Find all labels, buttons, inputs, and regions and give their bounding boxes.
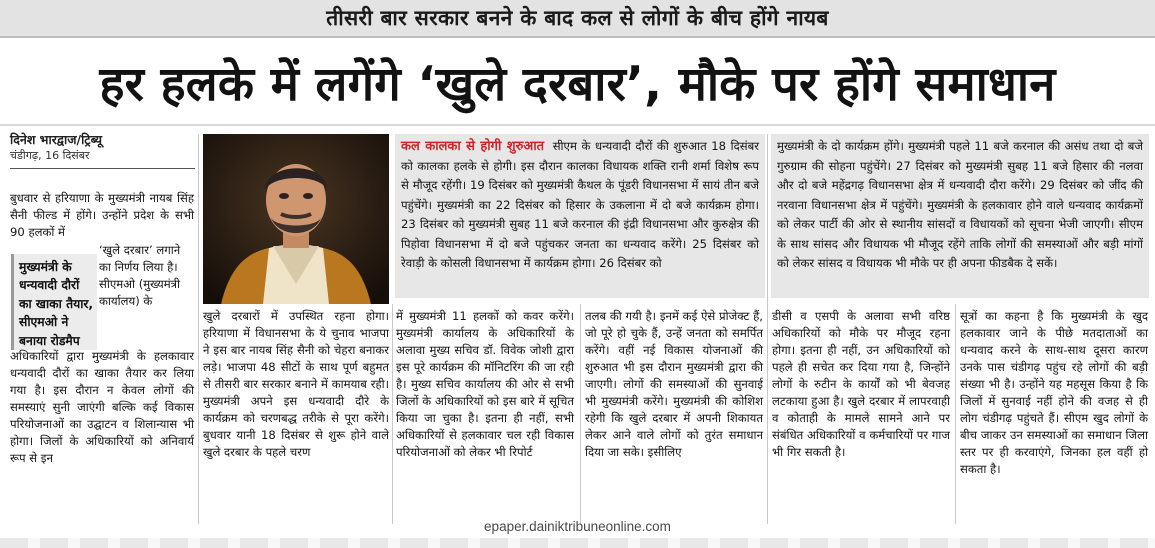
headline: हर हलके में लगेंगे ‘खुले दरबार’, मौके पर होंगे समाधान: [99, 57, 1056, 112]
column-divider: [580, 304, 581, 524]
column-divider: [392, 304, 393, 524]
byline: [10, 132, 200, 164]
byline-author: दिनेश भारद्वाज/ट्रिब्यू: [10, 132, 103, 147]
portrait-photo: [203, 134, 389, 304]
portrait-illustration: [203, 134, 389, 304]
schedule-box-left-text: [395, 134, 765, 274]
footer-url: epaper.dainiktribuneonline.com: [484, 519, 671, 534]
column-2: खुले दरबारों में उपस्थित रहना होगा। हरियाणा में विधानसभा के ये चुनाव भाजपा ने इस बार नायब सिंह सैनी को चेहरा बनाकर लड़े। भाजपा 48 सीटों के साथ पूर्ण बहुमत से तीसरी बार सरकार बनाने में कामयाब रही। मुख्यमंत्री अपने इस धन्यवादी दौरे के कार्यक्रम को चरणबद्ध तरीके से पूरा करेंगे। बुधवार यानी 18 दिसंबर से शुरू होने वाले खुले दरबार के पहले चरण: [203, 309, 389, 459]
column-1-top: बुधवार से हरियाणा के मुख्यमंत्री नायब सिंह सैनी फील्ड में होंगे। उन्होंने प्रदेश के सभी 90 हलकों में: [10, 191, 194, 239]
column-3: में मुख्यमंत्री 11 हलकों को कवर करेंगे। मुख्यमंत्री कार्यालय के अधिकारियों के अलावा मुख्य सचिव डॉ. विवेक जोशी द्वारा इस पूरे कार्यक्रम की मॉनिटरिंग की जा रही है। मुख्य सचिव कार्यालय की ओर से सभी जिलों के अधिकारियों को इस बारे में सूचित किया जा चुका है। इतना ही नहीं, सभी अधिकारियों से हलकावार चल रही विकास परियोजनाओं को लेकर भी रिपोर्ट: [396, 309, 574, 459]
kicker-band: [0, 0, 1155, 38]
column-divider: [955, 304, 956, 524]
kicker-text: तीसरी बार सरकार बनने के बाद कल से लोगों के बीच होंगे नायब: [326, 6, 829, 30]
column-divider: [767, 134, 768, 524]
schedule-box-left-body: सीएम के धन्यवादी दौरों की शुरुआत 18 दिसंबर को कालका हलके से होगी। इस दौरान कालका विधायक शक्ति रानी शर्मा विशेष रूप से मौजूद रहेंगी। 19 दिसंबर को मुख्यमंत्री कैथल के पूंडरी विधानसभा में सायं तीन बजे पहुंचेंगे। मुख्यमंत्री का 22 दिसंबर को हिसार के उकलाना में दो बजे कार्यक्रम होगा। 23 दिसंबर को मुख्यमंत्री सुबह 11 बजे करनाल की इंद्री विधानसभा और कुरुक्षेत्र की पिहोवा विधानसभा में दो बजे पहुंचकर जनता का धन्यवाद करेंगे। 25 दिसंबर को रेवाड़ी के कोसली विधानसभा में कार्यक्रम होगा। 26 दिसंबर को: [401, 139, 759, 270]
byline-dateline: चंडीगढ़, 16 दिसंबर: [10, 149, 90, 162]
schedule-box-right: [771, 134, 1149, 298]
column-5: डीसी व एसपी के अलावा सभी वरिष्ठ अधिकारियों को मौके पर मौजूद रहना होगा। इतना ही नहीं, उन अधिकारियों को पहले ही सचेत कर दिया गया है, जिन्होंने लोगों के रुटीन के कार्यों को भी बेवजह लटकाया हुआ है। खुले दरबार में लापरवाही व कोताही के मामले सामने आने पर संबंधित अधिकारियों व कर्मचारियों पर गाज भी गिर सकती है।: [772, 309, 950, 459]
byline-divider: [10, 168, 195, 169]
column-1-bottom: अधिकारियों द्वारा मुख्यमंत्री के हलकावार धन्यवादी दौरों का खाका तैयार कर लिया गया है। इस दौरान न केवल लोगों की समस्याएं सुनी जाएंगी बल्कि कई विकास परियोजनाओं का उद्घाटन व शिलान्यास भी होगा। जिलों के अधिकारियों को अनिवार्य रूप से इन: [10, 349, 194, 465]
headline-divider: [0, 124, 1155, 126]
column-4: तलब की गयी है। इनमें कई ऐसे प्रोजेक्ट हैं, जो पूरे हो चुके हैं, उन्हें जनता को समर्पित करेंगे। वहीं नई विकास योजनाओं की शुरुआत भी इस दौरान मुख्यमंत्री द्वारा की जाएगी। लोगों की समस्याओं की सुनवाई भी मुख्यमंत्री करेंगे। मुख्यमंत्री की कोशिश रहेगी कि खुले दरबार में अपनी शिकायत लेकर आने वाले लोगों को तुरंत समाधान दिया जा सके। इसीलिए: [585, 309, 763, 459]
pull-quote: मुख्यमंत्री के धन्यवादी दौरों का खाका तैयार, सीएमओ ने बनाया रोडमैप: [11, 254, 97, 350]
schedule-box-left: [395, 134, 765, 298]
column-divider: [198, 134, 199, 524]
schedule-box-right-body: मुख्यमंत्री के दो कार्यक्रम होंगे। मुख्यमंत्री पहले 11 बजे करनाल की असंध तथा दो बजे गुरुग्राम की सोहना पहुंचेंगे। 27 दिसंबर को मुख्यमंत्री सुबह 11 बजे हिसार की नलवा और दो बजे महेंद्रगढ़ विधानसभा क्षेत्र में धन्यवादी दौरा करेंगे। 29 दिसंबर को जींद की नरवाना विधानसभा क्षेत्र में पहुंचेंगे। मुख्यमंत्री के हलकावार होने वाले धन्यवाद कार्यक्रमों को लेकर पार्टी की ओर से स्थानीय सांसदों व विधायकों को सूचना भेजी जाएगी। सीएम के साथ सांसद और विधायक भी मौजूद रहेंगे ताकि लोगों की समस्याओं और बड़ी मांगों को लेकर सांसद व विधायक भी मौके पर ही अपना फीडबैक दे सकें।: [777, 139, 1143, 270]
column-1-side: ‘खुले दरबार’ लगाने का निर्णय लिया है। सीएमओ (मुख्यमंत्री कार्यालय) के: [99, 243, 181, 308]
schedule-subhead: कल कालका से होगी शुरुआत: [401, 139, 545, 154]
column-6: सूत्रों का कहना है कि मुख्यमंत्री के खुद हलकावार जाने के पीछे मतदाताओं का धन्यवाद करने के साथ-साथ दूसरा कारण उनके पास चंडीगढ़ पहुंच रहे लोगों की बड़ी संख्या भी है। उन्होंने यह महसूस किया है कि जिलों में सुनवाई नहीं होने की वजह से ही लोग चंडीगढ़ पहुंचते हैं। सीएम खुद लोगों के बीच जाकर उन समस्याओं का समाधान जिला स्तर पर ही करवाएंगे, जिनका हल वहीं हो सकता है।: [960, 309, 1148, 476]
bottom-strip: [0, 538, 1155, 548]
